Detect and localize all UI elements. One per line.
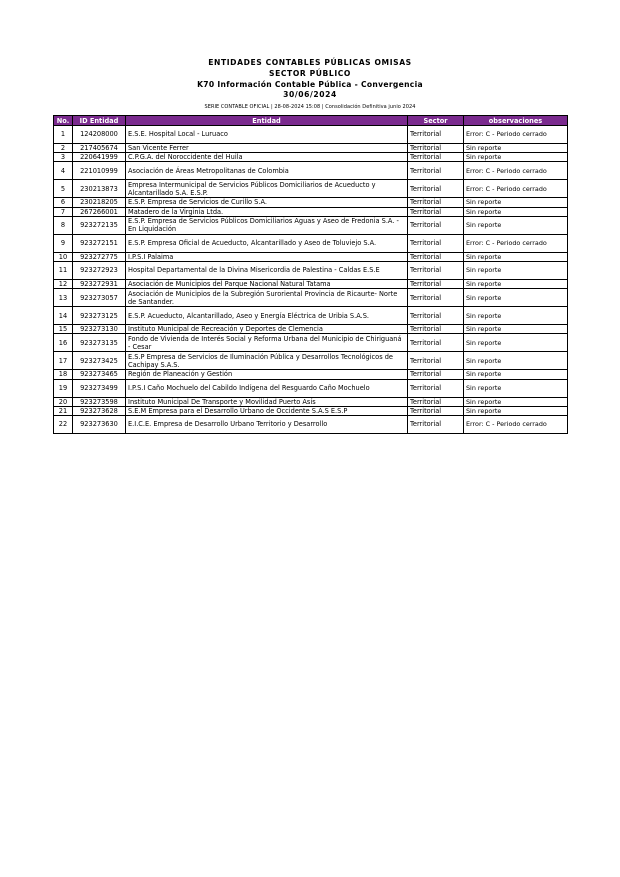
cell-observaciones: Sin reporte (464, 153, 568, 162)
cell-sector: Territorial (408, 334, 464, 352)
cell-no: 7 (54, 207, 73, 216)
table-row (54, 162, 568, 180)
column-header-no: No. (54, 116, 73, 126)
cell-sector: Territorial (408, 370, 464, 379)
cell-entidad: E.S.P. Empresa Oficial de Acueducto, Alcantarillado y Aseo de Toluviejo S.A. (126, 234, 408, 252)
cell-no: 8 (54, 216, 73, 234)
cell-entidad: I.P.S.I Palaima (126, 252, 408, 261)
cell-observaciones: Error: C - Periodo cerrado (464, 180, 568, 198)
cell-sector: Territorial (408, 397, 464, 406)
cell-observaciones: Sin reporte (464, 352, 568, 370)
cell-sector: Territorial (408, 126, 464, 144)
table-row (54, 416, 568, 434)
table-row (54, 207, 568, 216)
cell-no: 22 (54, 416, 73, 434)
cell-entidad: E.S.P. Empresa de Servicios Públicos Domiciliarios Aguas y Aseo de Fredonia S.A. - En Liquidación (126, 216, 408, 234)
table-row (54, 198, 568, 207)
cell-observaciones: Sin reporte (464, 406, 568, 415)
cell-id-entidad: 923273135 (73, 334, 126, 352)
cell-entidad: C.P.G.A. del Noroccidente del Huila (126, 153, 408, 162)
cell-sector: Territorial (408, 234, 464, 252)
cell-no: 20 (54, 397, 73, 406)
table-row (54, 334, 568, 352)
cell-no: 15 (54, 325, 73, 334)
cell-entidad: Empresa Intermunicipal de Servicios Públicos Domiciliarios de Acueducto y Alcantarillado S.A. E.S.P. (126, 180, 408, 198)
column-header-id: ID Entidad (73, 116, 126, 126)
cell-observaciones: Sin reporte (464, 262, 568, 280)
cell-entidad: E.S.P. Acueducto, Alcantarillado, Aseo y Energía Eléctrica de Uribia S.A.S. (126, 307, 408, 325)
table-row (54, 397, 568, 406)
report-date: 30/06/2024 (283, 90, 337, 100)
table-row (54, 280, 568, 289)
table-row (54, 325, 568, 334)
cell-no: 14 (54, 307, 73, 325)
cell-observaciones: Sin reporte (464, 216, 568, 234)
cell-sector: Territorial (408, 207, 464, 216)
table-row (54, 406, 568, 415)
cell-id-entidad: 124208000 (73, 126, 126, 144)
cell-observaciones: Sin reporte (464, 379, 568, 397)
cell-entidad: Matadero de la Virginia Ltda. (126, 207, 408, 216)
cell-observaciones: Sin reporte (464, 397, 568, 406)
cell-no: 16 (54, 334, 73, 352)
cell-sector: Territorial (408, 406, 464, 415)
cell-no: 6 (54, 198, 73, 207)
cell-sector: Territorial (408, 325, 464, 334)
cell-observaciones: Sin reporte (464, 207, 568, 216)
cell-sector: Territorial (408, 416, 464, 434)
report-title: ENTIDADES CONTABLES PÚBLICAS OMISAS (208, 58, 412, 67)
cell-sector: Territorial (408, 153, 464, 162)
cell-no: 5 (54, 180, 73, 198)
cell-no: 2 (54, 144, 73, 153)
cell-observaciones: Sin reporte (464, 334, 568, 352)
cell-entidad: Asociación de Áreas Metropolitanas de Colombia (126, 162, 408, 180)
cell-id-entidad: 923273628 (73, 406, 126, 415)
cell-sector: Territorial (408, 216, 464, 234)
cell-entidad: Instituto Municipal de Recreación y Deportes de Clemencia (126, 325, 408, 334)
cell-observaciones: Error: C - Periodo cerrado (464, 162, 568, 180)
cell-id-entidad: 923273125 (73, 307, 126, 325)
cell-observaciones: Sin reporte (464, 370, 568, 379)
cell-no: 9 (54, 234, 73, 252)
table-row (54, 289, 568, 307)
table-row (54, 180, 568, 198)
column-header-sector: Sector (408, 116, 464, 126)
cell-id-entidad: 923272135 (73, 216, 126, 234)
table-row (54, 216, 568, 234)
cell-id-entidad: 267266001 (73, 207, 126, 216)
column-header-observaciones: observaciones (464, 116, 568, 126)
cell-id-entidad: 923273499 (73, 379, 126, 397)
cell-entidad: E.S.P. Empresa de Servicios de Curillo S.A. (126, 198, 408, 207)
cell-id-entidad: 923273465 (73, 370, 126, 379)
cell-id-entidad: 923273057 (73, 289, 126, 307)
cell-no: 18 (54, 370, 73, 379)
entities-table (53, 115, 568, 434)
table-row (54, 126, 568, 144)
cell-entidad: I.P.S.I Caño Mochuelo del Cabildo Indígena del Resguardo Caño Mochuelo (126, 379, 408, 397)
cell-entidad: S.E.M Empresa para el Desarrollo Urbano de Occidente S.A.S E.S.P (126, 406, 408, 415)
cell-sector: Territorial (408, 307, 464, 325)
report-sector-title: SECTOR PÚBLICO (269, 68, 351, 78)
report-serie-line: SERIE CONTABLE OFICIAL | 28-08-2024 15:08 | Consolidación Definitiva junio 2024 (204, 104, 416, 111)
table-row (54, 144, 568, 153)
cell-observaciones: Error: C - Periodo cerrado (464, 234, 568, 252)
cell-id-entidad: 923272923 (73, 262, 126, 280)
cell-id-entidad: 221010999 (73, 162, 126, 180)
cell-sector: Territorial (408, 180, 464, 198)
cell-id-entidad: 923273130 (73, 325, 126, 334)
table-row (54, 307, 568, 325)
cell-sector: Territorial (408, 280, 464, 289)
report-header (0, 58, 620, 111)
cell-entidad: San Vicente Ferrer (126, 144, 408, 153)
cell-entidad: E.I.C.E. Empresa de Desarrollo Urbano Territorio y Desarrollo (126, 416, 408, 434)
table-header-row (54, 116, 568, 126)
cell-id-entidad: 217405674 (73, 144, 126, 153)
cell-no: 21 (54, 406, 73, 415)
cell-id-entidad: 923272931 (73, 280, 126, 289)
cell-no: 11 (54, 262, 73, 280)
cell-entidad: Asociación de Municipios de la Subregión Suroriental Provincia de Ricaurte- Norte de Santander. (126, 289, 408, 307)
table-row (54, 352, 568, 370)
cell-entidad: E.S.P Empresa de Servicios de Iluminación Pública y Desarrollos Tecnológicos de Cachipay S.A.S. (126, 352, 408, 370)
table-row (54, 252, 568, 261)
cell-id-entidad: 923273425 (73, 352, 126, 370)
cell-sector: Territorial (408, 252, 464, 261)
cell-observaciones: Sin reporte (464, 325, 568, 334)
cell-entidad: Asociación de Municipios del Parque Nacional Natural Tatama (126, 280, 408, 289)
cell-no: 12 (54, 280, 73, 289)
cell-id-entidad: 923273598 (73, 397, 126, 406)
cell-id-entidad: 220641999 (73, 153, 126, 162)
cell-no: 1 (54, 126, 73, 144)
cell-id-entidad: 230213873 (73, 180, 126, 198)
cell-observaciones: Sin reporte (464, 307, 568, 325)
cell-observaciones: Error: C - Periodo cerrado (464, 416, 568, 434)
table-row (54, 234, 568, 252)
cell-sector: Territorial (408, 352, 464, 370)
table-row (54, 262, 568, 280)
cell-entidad: Instituto Municipal De Transporte y Movilidad Puerto Asís (126, 397, 408, 406)
cell-id-entidad: 923272775 (73, 252, 126, 261)
table-row (54, 370, 568, 379)
cell-observaciones: Sin reporte (464, 289, 568, 307)
cell-observaciones: Sin reporte (464, 252, 568, 261)
table-body (54, 126, 568, 434)
cell-no: 3 (54, 153, 73, 162)
cell-observaciones: Error: C - Periodo cerrado (464, 126, 568, 144)
cell-no: 13 (54, 289, 73, 307)
cell-id-entidad: 923272151 (73, 234, 126, 252)
cell-id-entidad: 923273630 (73, 416, 126, 434)
cell-sector: Territorial (408, 262, 464, 280)
cell-sector: Territorial (408, 379, 464, 397)
cell-no: 4 (54, 162, 73, 180)
cell-entidad: E.S.E. Hospital Local - Luruaco (126, 126, 408, 144)
cell-observaciones: Sin reporte (464, 198, 568, 207)
table-row (54, 379, 568, 397)
cell-no: 19 (54, 379, 73, 397)
cell-observaciones: Sin reporte (464, 280, 568, 289)
cell-id-entidad: 230218205 (73, 198, 126, 207)
cell-sector: Territorial (408, 162, 464, 180)
cell-no: 10 (54, 252, 73, 261)
cell-sector: Territorial (408, 144, 464, 153)
cell-sector: Territorial (408, 289, 464, 307)
cell-entidad: Fondo de Vivienda de Interés Social y Reforma Urbana del Municipio de Chiriguaná - Cesar (126, 334, 408, 352)
cell-observaciones: Sin reporte (464, 144, 568, 153)
cell-entidad: Región de Planeación y Gestión (126, 370, 408, 379)
column-header-entidad: Entidad (126, 116, 408, 126)
report-category-title: K70 Información Contable Pública - Convergencia (197, 79, 423, 89)
cell-sector: Territorial (408, 198, 464, 207)
cell-entidad: Hospital Departamental de la Divina Misericordia de Palestina - Caldas E.S.E (126, 262, 408, 280)
table-row (54, 153, 568, 162)
cell-no: 17 (54, 352, 73, 370)
